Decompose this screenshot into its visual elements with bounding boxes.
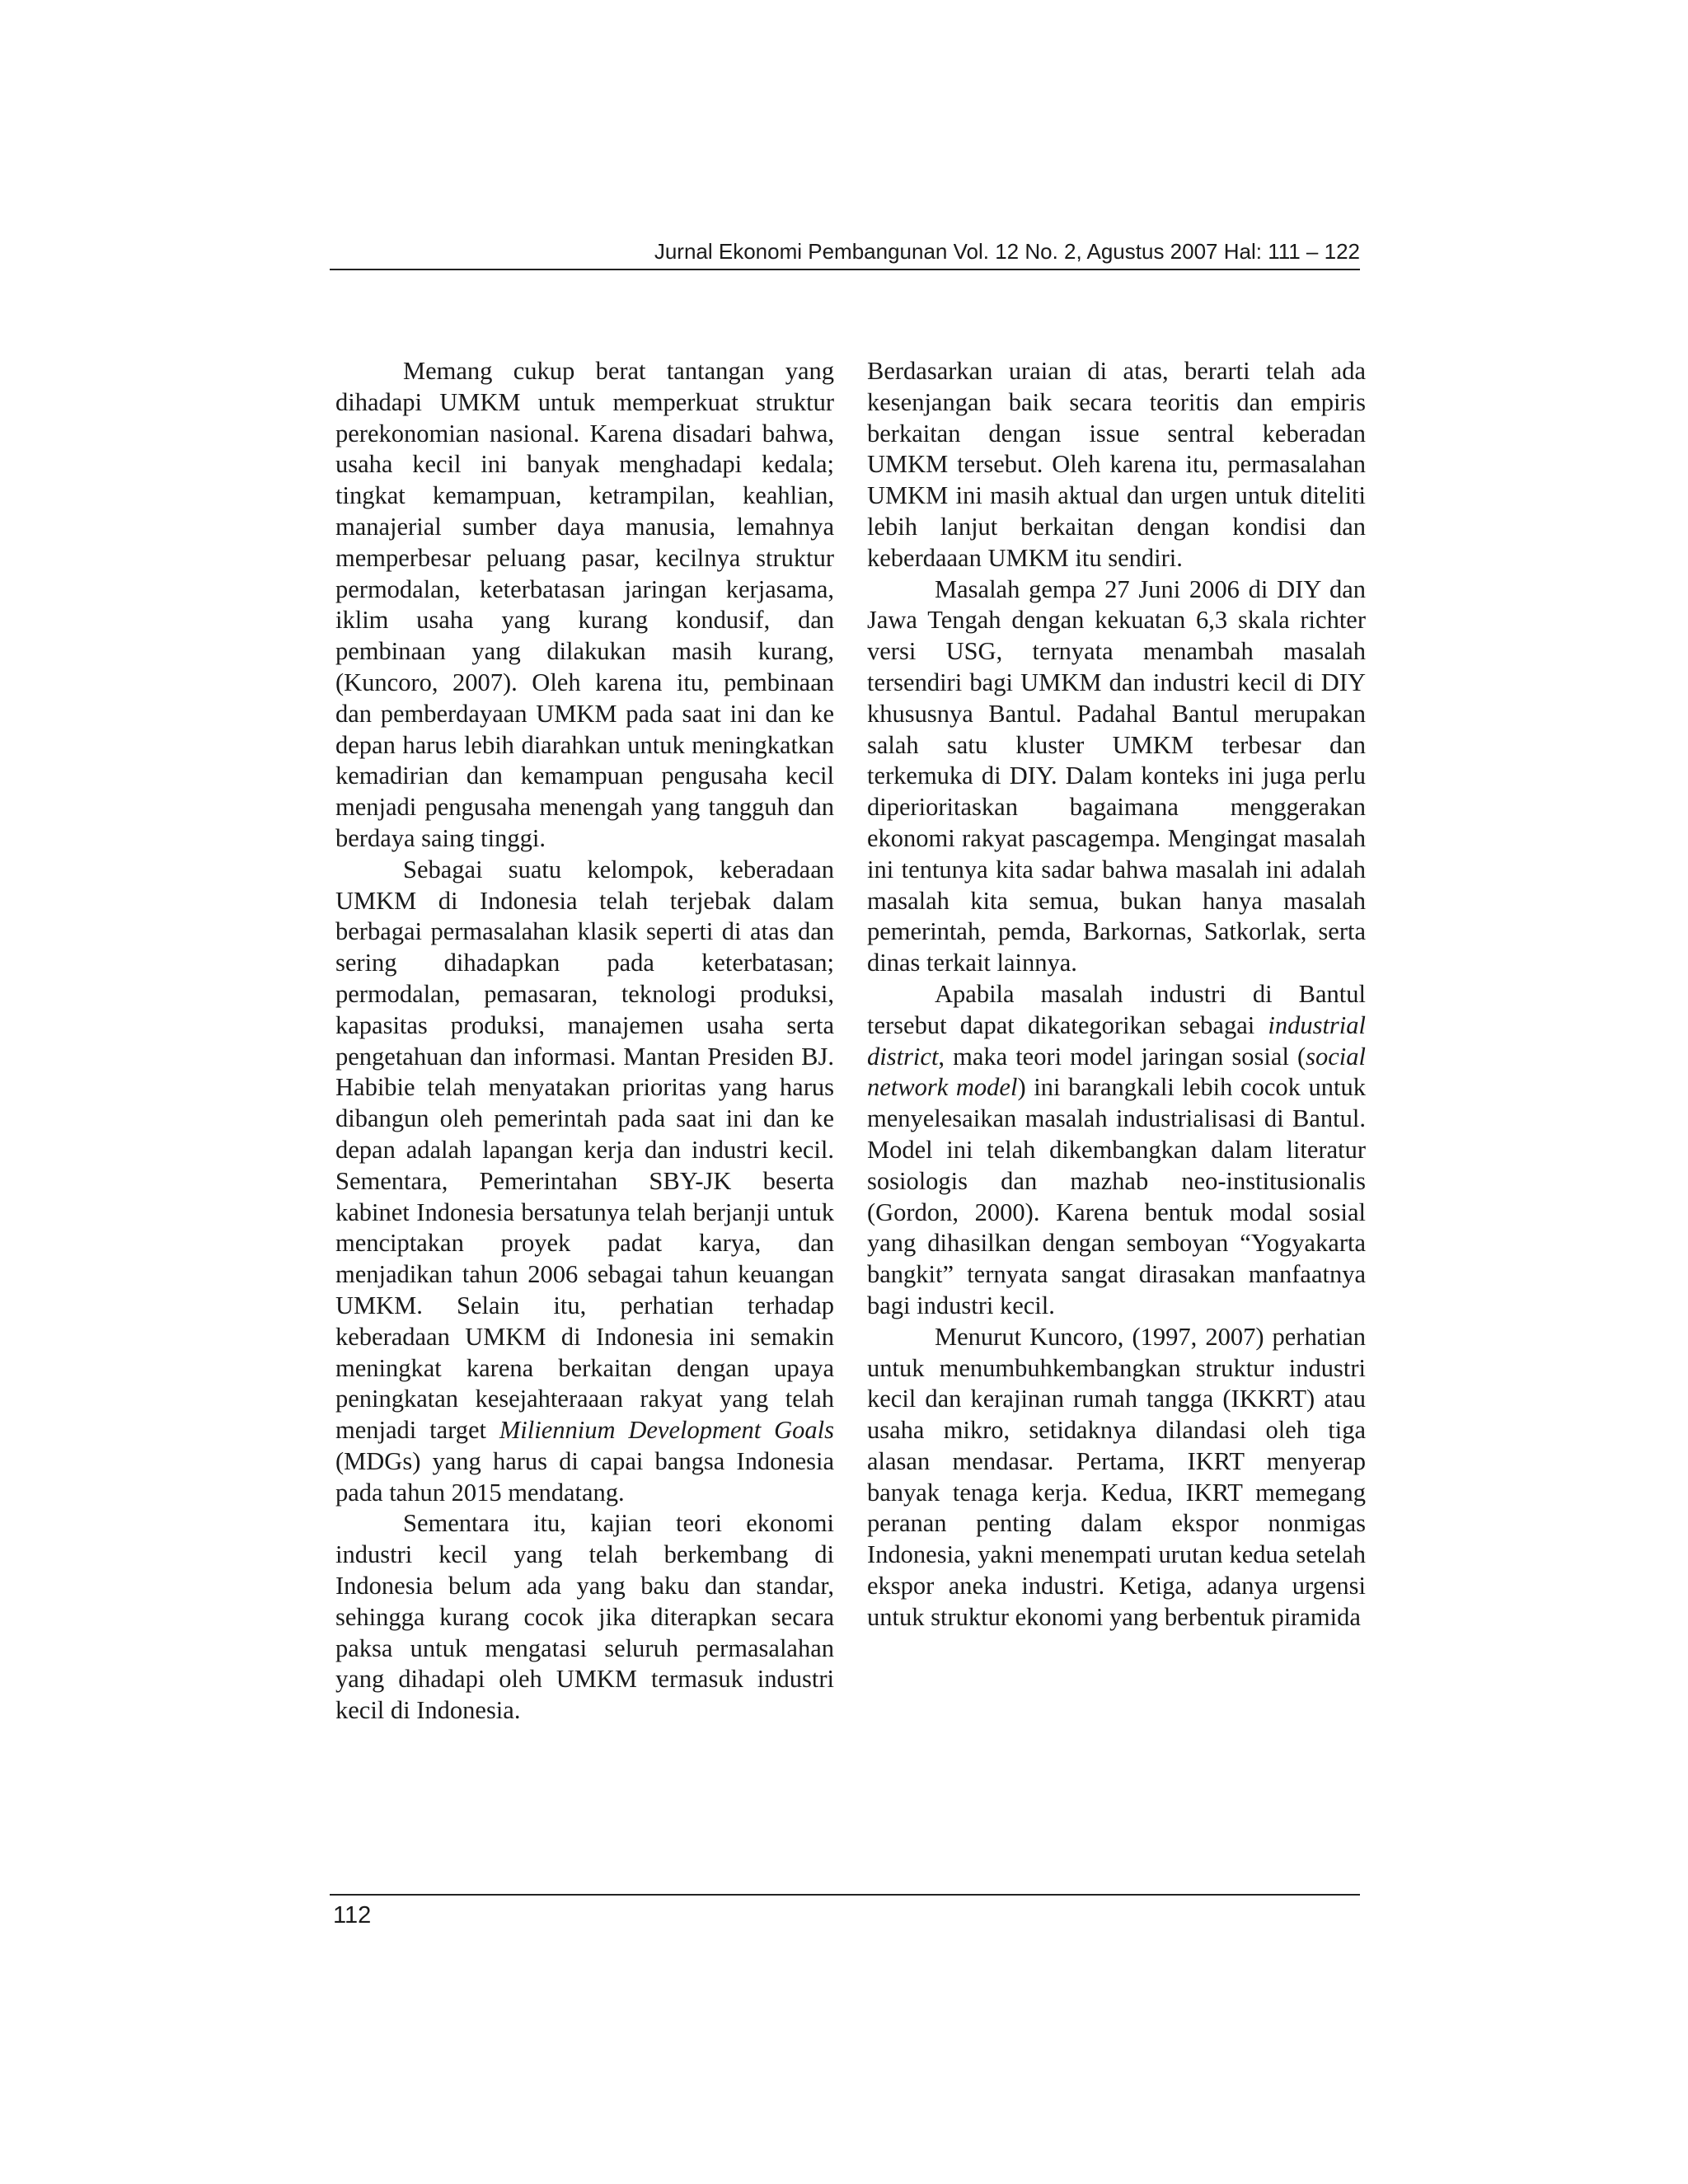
paragraph: Berdasarkan uraian di atas, berarti telah ada kesenjangan baik secara teoritis dan empiris berkaitan dengan issue sentral keberadan UMKM tersebut. Oleh karena itu, permasalahan UMKM ini masih aktual dan urgen untuk diteliti lebih lanjut berkaitan dengan kondisi dan keberdaaan UMKM itu sendiri.	[867, 357, 1366, 572]
page-number: 112	[333, 1902, 372, 1929]
paragraph-text: Sebagai suatu kelompok, keberadaan UMKM di Indonesia telah terjebak dalam berbagai permasalahan klasik seperti di atas dan sering dihadapkan pada keterbatasan; permodalan, pemasaran, teknologi produksi, kapasitas produksi, manajemen usaha serta pengetahuan dan informasi. Mantan Presiden BJ. Habibie telah menyatakan prioritas yang harus dibangun oleh pemerintah pada saat ini dan ke depan adalah lapangan kerja dan industri kecil. Sementara, Pemerintahan SBY-JK beserta kabinet Indonesia bersatunya telah berjanji untuk menciptakan proyek padat karya, dan menjadikan tahun 2006 sebagai tahun keuangan UMKM. Selain itu, perhatian terhadap keberadaan UMKM di Indonesia ini semakin meningkat karena berkaitan dengan upaya peningkatan kesejahteraaan rakyat yang telah menjadi target	[335, 855, 834, 1445]
paragraph-text: Apabila masalah industri di Bantul tersebut dapat dikategorikan sebagai	[867, 979, 1366, 1039]
paragraph: Sementara itu, kajian teori ekonomi industri kecil yang telah berkembang di Indonesia belum ada yang baku dan standar, sehingga kurang cocok jika diterapkan secara paksa untuk mengatasi seluruh permasalahan yang dihadapi oleh UMKM termasuk industri kecil di Indonesia.	[335, 1509, 834, 1725]
paragraph-text: , maka teori model jaringan sosial (	[938, 1042, 1306, 1071]
right-column	[867, 356, 1366, 1633]
paragraph	[335, 855, 834, 1509]
italic-term: social network model	[867, 1042, 1366, 1102]
left-column	[335, 356, 834, 1727]
paragraph: Masalah gempa 27 Juni 2006 di DIY dan Jawa Tengah dengan kekuatan 6,3 skala richter versi USG, ternyata menambah masalah tersendiri bagi UMKM dan industri kecil di DIY khususnya Bantul. Padahal Bantul merupakan salah satu kluster UMKM terbesar dan terkemuka di DIY. Dalam konteks ini juga perlu diperioritaskan bagaimana menggerakan ekonomi rakyat pascagempa. Mengingat masalah ini tentunya kita sadar bahwa masalah ini adalah masalah kita semua, bukan hanya masalah pemerintah, pemda, Barkornas, Satkorlak, serta dinas terkait lainnya.	[867, 574, 1366, 977]
footer-rule	[330, 1894, 1360, 1896]
paragraph-text: ) ini barangkali lebih cocok untuk menyelesaikan masalah industrialisasi di Bantul. Model ini telah dikembangkan dalam literatur sosiologis dan mazhab neo-institusionalis (Gordon, 2000). Karena bentuk modal sosial yang dihasilkan dengan semboyan “Yogyakarta bangkit” ternyata sangat dirasakan manfaatnya bagi industri kecil.	[867, 1073, 1366, 1319]
italic-term: industrial district	[867, 1010, 1366, 1071]
running-header: Jurnal Ekonomi Pembangunan Vol. 12 No. 2, Agustus 2007 Hal: 111 – 122	[654, 239, 1360, 264]
paragraph: Menurut Kuncoro, (1997, 2007) perhatian untuk menumbuhkembangkan struktur industri kecil dan kerajinan rumah tangga (IKKRT) atau usaha mikro, setidaknya dilandasi oleh tiga alasan mendasar. Pertama, IKRT menyerap banyak tenaga kerja. Kedua, IKRT memegang peranan penting dalam ekspor nonmigas Indonesia, yakni menempati urutan kedua setelah ekspor aneka industri. Ketiga, adanya urgensi untuk struktur ekonomi yang berbentuk piramida	[867, 1322, 1366, 1631]
header-rule	[330, 269, 1360, 270]
paragraph	[867, 979, 1366, 1322]
paragraph-text: (MDGs) yang harus di capai bangsa Indonesia pada tahun 2015 mendatang.	[335, 1446, 834, 1507]
italic-term: Miliennium Development Goals	[499, 1416, 835, 1445]
paragraph: Memang cukup berat tantangan yang dihadapi UMKM untuk memperkuat struktur perekonomian nasional. Karena disadari bahwa, usaha kecil ini banyak menghadapi kedala; tingkat kemampuan, ketrampilan, keahlian, manajerial sumber daya manusia, lemahnya memperbesar peluang pasar, kecilnya struktur permodalan, keterbatasan jaringan kerjasama, iklim usaha yang kurang kondusif, dan pembinaan yang dilakukan masih kurang, (Kuncoro, 2007). Oleh karena itu, pembinaan dan pemberdayaan UMKM pada saat ini dan ke depan harus lebih diarahkan untuk meningkatkan kemadirian dan kemampuan pengusaha kecil menjadi pengusaha menengah yang tangguh dan berdaya saing tinggi.	[335, 357, 834, 852]
